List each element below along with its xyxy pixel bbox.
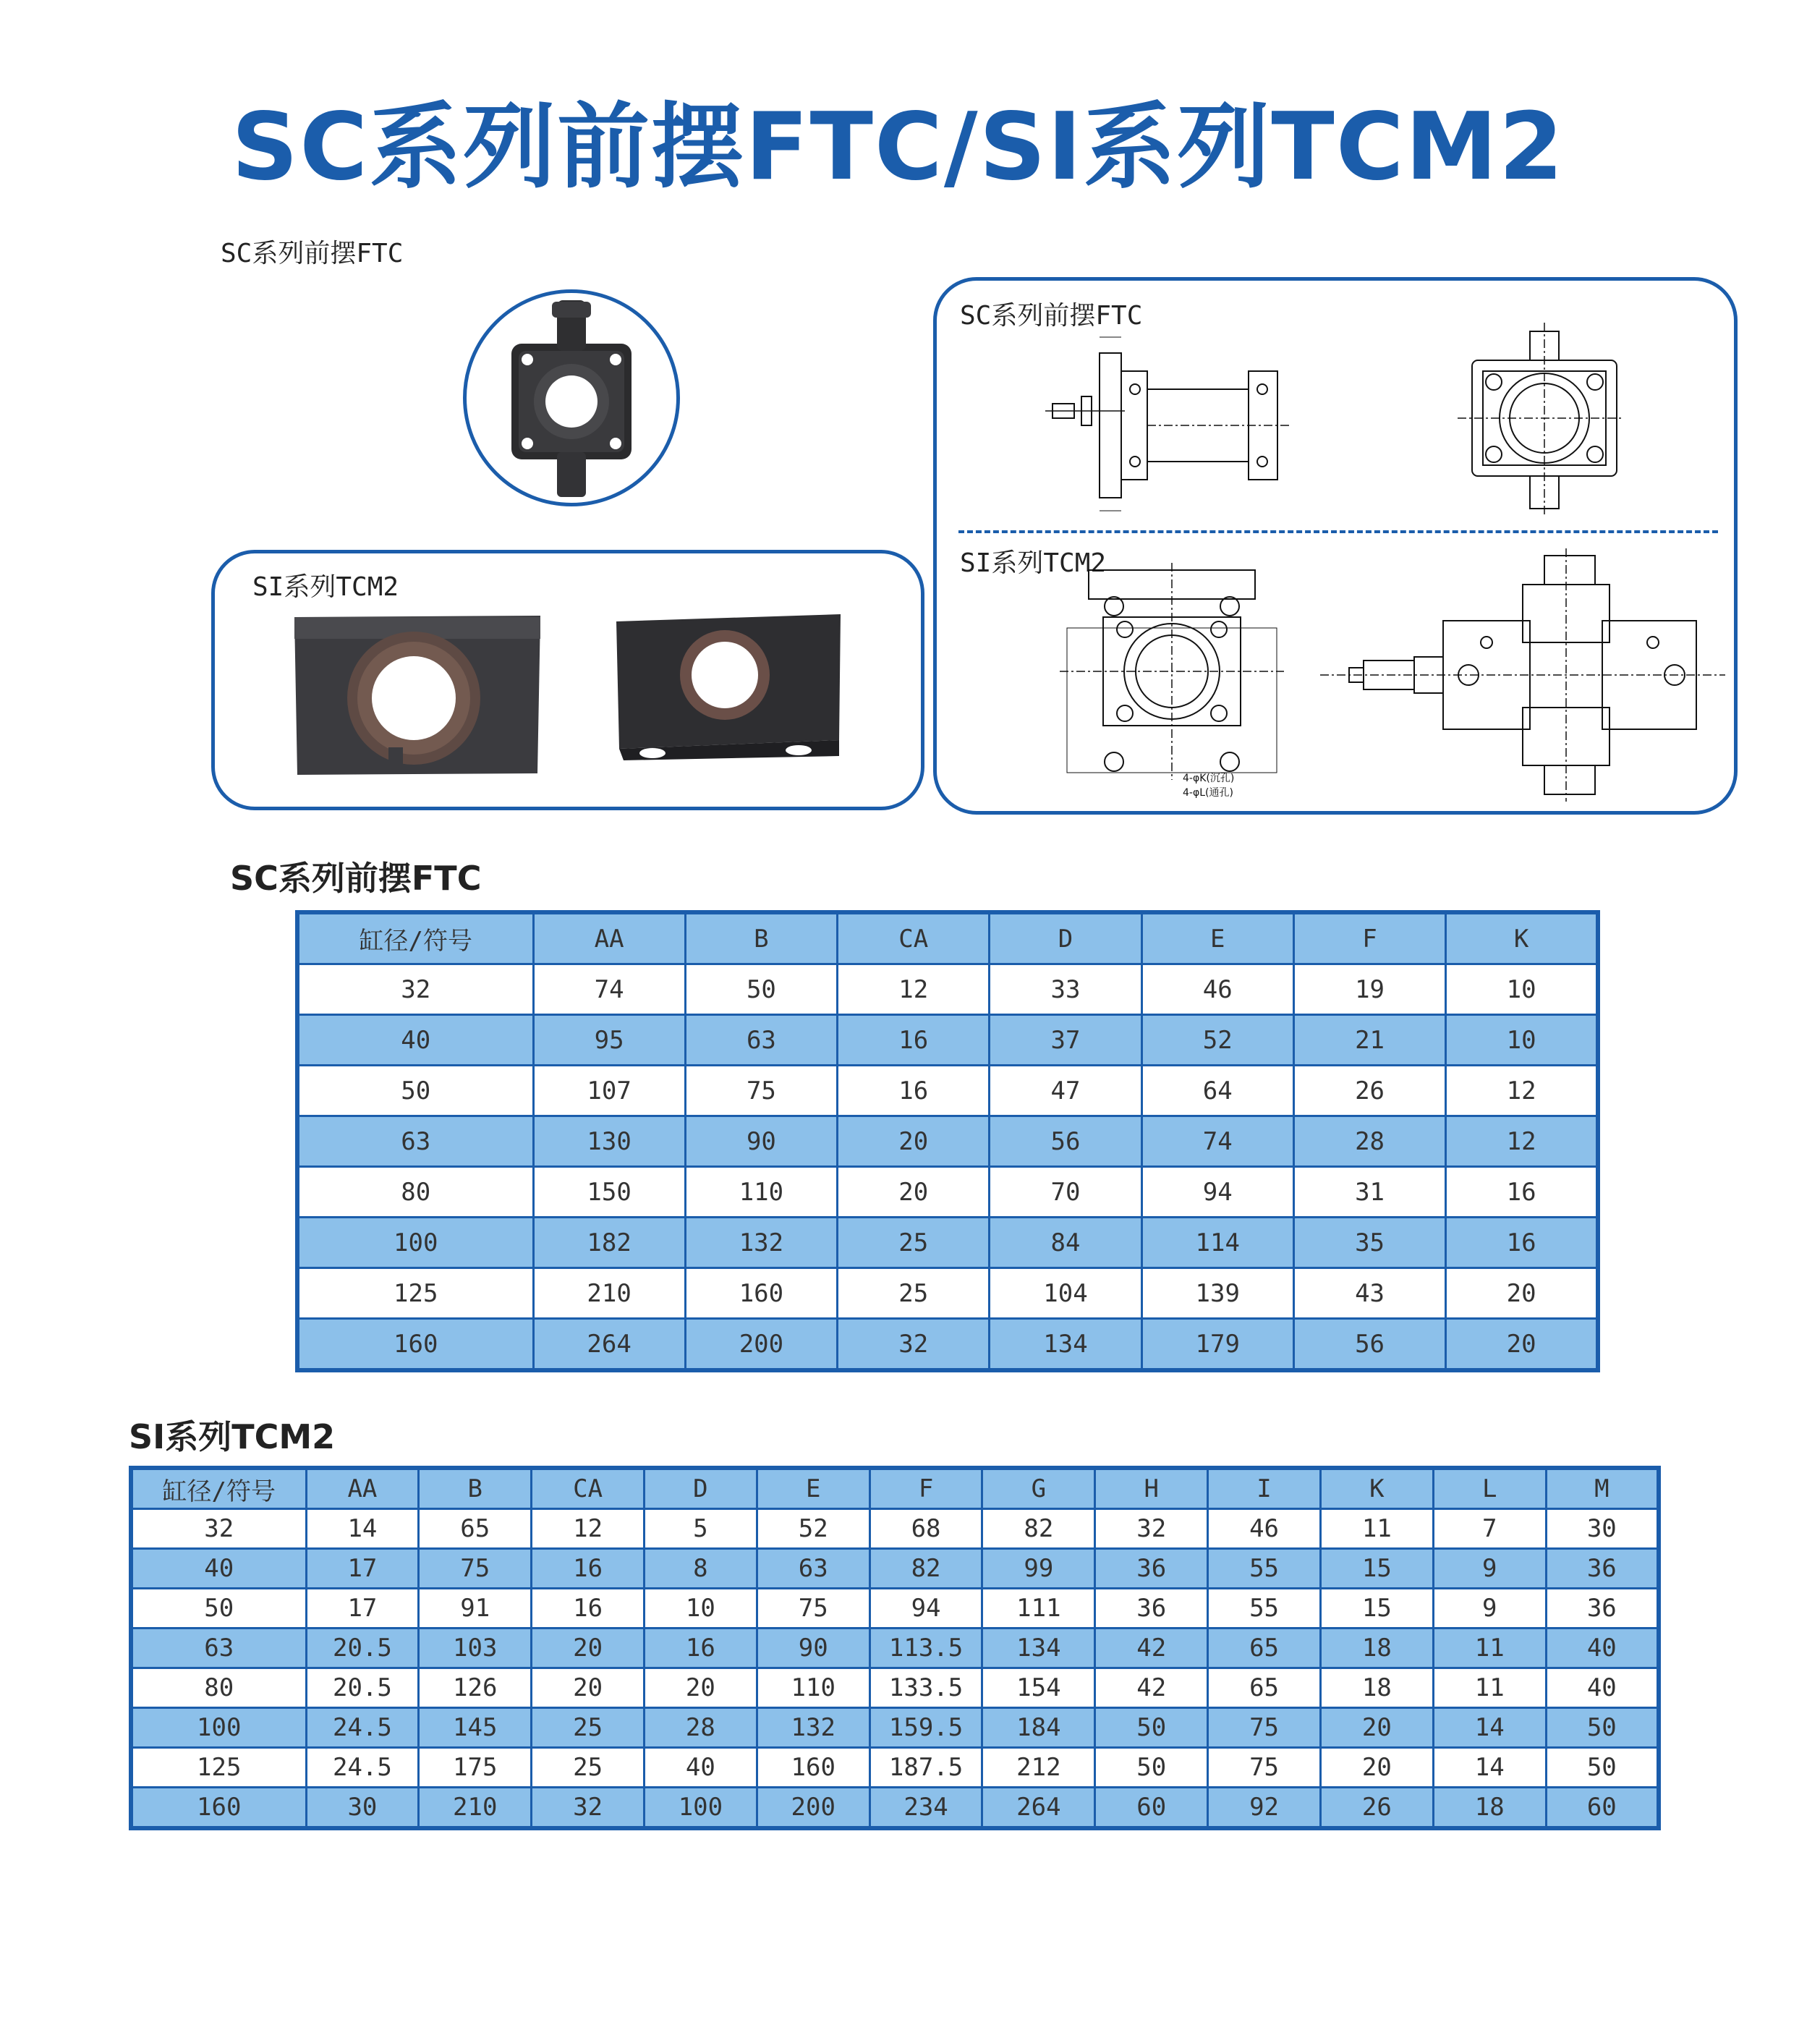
table-cell: 114 — [1141, 1218, 1293, 1268]
column-header: K — [1320, 1468, 1433, 1509]
hole-l-label: 4-φL(通孔) — [1183, 787, 1233, 799]
table-cell: 20 — [1320, 1708, 1433, 1748]
column-header: K — [1446, 912, 1598, 964]
table-cell: 20.5 — [306, 1629, 419, 1668]
ftc-photo-frame — [463, 289, 680, 506]
table-cell: 63 — [685, 1015, 837, 1066]
table-cell: 64 — [1141, 1066, 1293, 1116]
table-cell: 17 — [306, 1549, 419, 1589]
table-cell: 90 — [757, 1629, 869, 1668]
table-cell: 100 — [297, 1218, 533, 1268]
drawings-divider — [958, 530, 1718, 533]
column-header: B — [419, 1468, 532, 1509]
table-cell: 17 — [306, 1589, 419, 1629]
table-cell: 36 — [1095, 1589, 1208, 1629]
table-row — [131, 1509, 1659, 1549]
table-cell: 16 — [644, 1629, 757, 1668]
table-cell: 113.5 — [869, 1629, 982, 1668]
table-cell: 184 — [982, 1708, 1095, 1748]
table-row — [131, 1788, 1659, 1829]
column-header: B — [685, 912, 837, 964]
column-header: F — [1293, 912, 1445, 964]
column-header: L — [1433, 1468, 1546, 1509]
table-cell: 28 — [644, 1708, 757, 1748]
table-cell: 134 — [982, 1629, 1095, 1668]
table-tcm2-title: SI系列TCM2 — [129, 1417, 336, 1456]
table-cell: 11 — [1320, 1509, 1433, 1549]
tcm2-dimensions-table — [129, 1466, 1661, 1830]
table-cell: 65 — [1208, 1668, 1321, 1708]
table-cell: 65 — [1208, 1629, 1321, 1668]
table-cell: 200 — [757, 1788, 869, 1829]
table-cell: 75 — [1208, 1748, 1321, 1788]
table-cell: 16 — [1446, 1218, 1598, 1268]
table-cell: 84 — [990, 1218, 1141, 1268]
table-cell: 40 — [1546, 1629, 1659, 1668]
table-cell: 40 — [644, 1748, 757, 1788]
table-cell: 125 — [131, 1748, 306, 1788]
table-cell: 14 — [306, 1509, 419, 1549]
table-cell: 36 — [1095, 1549, 1208, 1589]
table-row — [131, 1629, 1659, 1668]
table-cell: 9 — [1433, 1549, 1546, 1589]
table-cell: 55 — [1208, 1549, 1321, 1589]
table-cell: 68 — [869, 1509, 982, 1549]
table-cell: 94 — [869, 1589, 982, 1629]
table-row — [297, 1015, 1598, 1066]
table-cell: 16 — [838, 1015, 990, 1066]
table-cell: 36 — [1546, 1589, 1659, 1629]
table-cell: 20 — [1446, 1319, 1598, 1371]
column-header: E — [1141, 912, 1293, 964]
table-cell: 18 — [1433, 1788, 1546, 1829]
table-cell: 43 — [1293, 1268, 1445, 1319]
column-header: AA — [306, 1468, 419, 1509]
table-cell: 150 — [533, 1167, 685, 1218]
table-cell: 55 — [1208, 1589, 1321, 1629]
table-cell: 26 — [1320, 1788, 1433, 1829]
table-cell: 133.5 — [869, 1668, 982, 1708]
tcm2-side-view-drawing — [1320, 548, 1725, 809]
table-cell: 21 — [1293, 1015, 1445, 1066]
table-cell: 132 — [757, 1708, 869, 1748]
table-cell: 80 — [131, 1668, 306, 1708]
table-cell: 32 — [297, 964, 533, 1015]
table-cell: 42 — [1095, 1629, 1208, 1668]
ftc-dimensions-table — [295, 910, 1600, 1372]
column-header: D — [644, 1468, 757, 1509]
table-cell: 35 — [1293, 1218, 1445, 1268]
table-cell: 12 — [838, 964, 990, 1015]
table-cell: 50 — [1095, 1708, 1208, 1748]
table-cell: 100 — [644, 1788, 757, 1829]
tcm2-block-photo-2 — [609, 611, 848, 763]
table-cell: 7 — [1433, 1509, 1546, 1549]
table-cell: 65 — [419, 1509, 532, 1549]
drawing-caption-tcm2: SI系列TCM2 — [960, 548, 1107, 578]
column-header: M — [1546, 1468, 1659, 1509]
table-cell: 30 — [1546, 1509, 1659, 1549]
table-cell: 50 — [131, 1589, 306, 1629]
table-cell: 25 — [838, 1218, 990, 1268]
column-header: D — [990, 912, 1141, 964]
table-cell: 32 — [838, 1319, 990, 1371]
table-cell: 134 — [990, 1319, 1141, 1371]
table-cell: 5 — [644, 1509, 757, 1549]
table-cell: 47 — [990, 1066, 1141, 1116]
table-cell: 107 — [533, 1066, 685, 1116]
table-cell: 25 — [532, 1748, 645, 1788]
table-cell: 40 — [297, 1015, 533, 1066]
column-header: E — [757, 1468, 869, 1509]
table-cell: 82 — [869, 1549, 982, 1589]
table-cell: 179 — [1141, 1319, 1293, 1371]
table-cell: 60 — [1095, 1788, 1208, 1829]
table-row — [131, 1549, 1659, 1589]
table-cell: 110 — [757, 1668, 869, 1708]
table-cell: 104 — [990, 1268, 1141, 1319]
tcm2-block-photo-1 — [287, 611, 548, 778]
table-row — [131, 1589, 1659, 1629]
table-cell: 20 — [532, 1668, 645, 1708]
table-cell: 160 — [685, 1268, 837, 1319]
table-cell: 82 — [982, 1509, 1095, 1549]
table-cell: 132 — [685, 1218, 837, 1268]
drawings-panel — [933, 277, 1738, 815]
table-cell: 50 — [685, 964, 837, 1015]
column-header: I — [1208, 1468, 1321, 1509]
table-cell: 139 — [1141, 1268, 1293, 1319]
table-cell: 42 — [1095, 1668, 1208, 1708]
table-cell: 40 — [1546, 1668, 1659, 1708]
table-cell: 16 — [1446, 1167, 1598, 1218]
table-cell: 92 — [1208, 1788, 1321, 1829]
table-cell: 24.5 — [306, 1748, 419, 1788]
table-row — [297, 1319, 1598, 1371]
table-cell: 15 — [1320, 1549, 1433, 1589]
tcm2-front-view-drawing — [1060, 548, 1284, 809]
column-header: 缸径/符号 — [297, 912, 533, 964]
table-cell: 90 — [685, 1116, 837, 1167]
table-cell: 160 — [757, 1748, 869, 1788]
table-cell: 36 — [1546, 1549, 1659, 1589]
table-cell: 18 — [1320, 1629, 1433, 1668]
table-cell: 182 — [533, 1218, 685, 1268]
table-cell: 40 — [131, 1549, 306, 1589]
table-cell: 12 — [532, 1509, 645, 1549]
table-cell: 10 — [1446, 1015, 1598, 1066]
ftc-mount-photo — [467, 293, 676, 503]
table-row — [297, 1116, 1598, 1167]
table-cell: 70 — [990, 1167, 1141, 1218]
table-cell: 9 — [1433, 1589, 1546, 1629]
table-row — [297, 1268, 1598, 1319]
table-cell: 46 — [1141, 964, 1293, 1015]
table-cell: 60 — [1546, 1788, 1659, 1829]
table-cell: 10 — [644, 1589, 757, 1629]
table-cell: 20 — [532, 1629, 645, 1668]
table-cell: 63 — [131, 1629, 306, 1668]
table-cell: 20 — [1320, 1748, 1433, 1788]
table-cell: 160 — [131, 1788, 306, 1829]
drawing-caption-ftc: SC系列前摆FTC — [960, 301, 1143, 331]
table-cell: 20 — [644, 1668, 757, 1708]
ftc-front-view-drawing — [1443, 317, 1631, 519]
table-cell: 103 — [419, 1629, 532, 1668]
table-cell: 75 — [419, 1549, 532, 1589]
column-header: 缸径/符号 — [131, 1468, 306, 1509]
table-cell: 32 — [532, 1788, 645, 1829]
table-cell: 56 — [1293, 1319, 1445, 1371]
table-cell: 25 — [838, 1268, 990, 1319]
table-cell: 111 — [982, 1589, 1095, 1629]
table-row — [297, 1167, 1598, 1218]
table-cell: 20 — [838, 1167, 990, 1218]
table-cell: 11 — [1433, 1629, 1546, 1668]
table-cell: 99 — [982, 1549, 1095, 1589]
table-cell: 63 — [297, 1116, 533, 1167]
table-cell: 95 — [533, 1015, 685, 1066]
table-cell: 52 — [757, 1509, 869, 1549]
table-cell: 11 — [1433, 1668, 1546, 1708]
hole-k-label: 4-φK(沉孔) — [1183, 773, 1235, 784]
column-header: G — [982, 1468, 1095, 1509]
column-header: CA — [532, 1468, 645, 1509]
table-cell: 31 — [1293, 1167, 1445, 1218]
table-cell: 12 — [1446, 1066, 1598, 1116]
table-cell: 20 — [1446, 1268, 1598, 1319]
page-title: SC系列前摆FTC/SI系列TCM2 — [231, 93, 1565, 201]
table-cell: 30 — [306, 1788, 419, 1829]
table-cell: 8 — [644, 1549, 757, 1589]
table-cell: 50 — [1095, 1748, 1208, 1788]
table-cell: 46 — [1208, 1509, 1321, 1549]
table-cell: 100 — [131, 1708, 306, 1748]
table-ftc-title: SC系列前摆FTC — [230, 859, 482, 898]
table-cell: 63 — [757, 1549, 869, 1589]
table-cell: 175 — [419, 1748, 532, 1788]
table-cell: 24.5 — [306, 1708, 419, 1748]
table-cell: 75 — [685, 1066, 837, 1116]
table-cell: 25 — [532, 1708, 645, 1748]
table-cell: 264 — [533, 1319, 685, 1371]
table-cell: 234 — [869, 1788, 982, 1829]
table-cell: 14 — [1433, 1748, 1546, 1788]
table-row — [131, 1668, 1659, 1708]
table-cell: 74 — [533, 964, 685, 1015]
table-row — [131, 1748, 1659, 1788]
table-cell: 10 — [1446, 964, 1598, 1015]
table-cell: 212 — [982, 1748, 1095, 1788]
table-cell: 200 — [685, 1319, 837, 1371]
table-cell: 125 — [297, 1268, 533, 1319]
table-row — [297, 1218, 1598, 1268]
photo-caption-ftc: SC系列前摆FTC — [221, 239, 404, 268]
table-cell: 159.5 — [869, 1708, 982, 1748]
table-cell: 16 — [532, 1589, 645, 1629]
table-cell: 15 — [1320, 1589, 1433, 1629]
table-cell: 16 — [532, 1549, 645, 1589]
table-row — [131, 1708, 1659, 1748]
table-cell: 50 — [297, 1066, 533, 1116]
table-cell: 50 — [1546, 1708, 1659, 1748]
photo-caption-tcm2: SI系列TCM2 — [252, 572, 399, 602]
table-cell: 75 — [1208, 1708, 1321, 1748]
table-cell: 16 — [838, 1066, 990, 1116]
tcm2-photo-panel — [211, 550, 924, 810]
table-cell: 28 — [1293, 1116, 1445, 1167]
table-cell: 91 — [419, 1589, 532, 1629]
table-cell: 110 — [685, 1167, 837, 1218]
table-cell: 160 — [297, 1319, 533, 1371]
table-cell: 37 — [990, 1015, 1141, 1066]
table-cell: 26 — [1293, 1066, 1445, 1116]
table-cell: 80 — [297, 1167, 533, 1218]
table-cell: 94 — [1141, 1167, 1293, 1218]
table-cell: 33 — [990, 964, 1141, 1015]
table-cell: 32 — [1095, 1509, 1208, 1549]
table-cell: 130 — [533, 1116, 685, 1167]
table-cell: 18 — [1320, 1668, 1433, 1708]
table-cell: 210 — [419, 1788, 532, 1829]
table-cell: 145 — [419, 1708, 532, 1748]
table-header-row — [131, 1468, 1659, 1509]
table-cell: 19 — [1293, 964, 1445, 1015]
table-cell: 126 — [419, 1668, 532, 1708]
table-row — [297, 964, 1598, 1015]
column-header: H — [1095, 1468, 1208, 1509]
column-header: AA — [533, 912, 685, 964]
table-cell: 20 — [838, 1116, 990, 1167]
table-cell: 32 — [131, 1509, 306, 1549]
table-cell: 187.5 — [869, 1748, 982, 1788]
table-cell: 264 — [982, 1788, 1095, 1829]
table-cell: 50 — [1546, 1748, 1659, 1788]
table-cell: 154 — [982, 1668, 1095, 1708]
ftc-side-view-drawing — [1038, 331, 1298, 519]
table-cell: 75 — [757, 1589, 869, 1629]
column-header: F — [869, 1468, 982, 1509]
table-cell: 12 — [1446, 1116, 1598, 1167]
table-cell: 14 — [1433, 1708, 1546, 1748]
table-cell: 74 — [1141, 1116, 1293, 1167]
table-cell: 20.5 — [306, 1668, 419, 1708]
table-header-row — [297, 912, 1598, 964]
table-cell: 210 — [533, 1268, 685, 1319]
column-header: CA — [838, 912, 990, 964]
table-cell: 56 — [990, 1116, 1141, 1167]
table-row — [297, 1066, 1598, 1116]
table-cell: 52 — [1141, 1015, 1293, 1066]
